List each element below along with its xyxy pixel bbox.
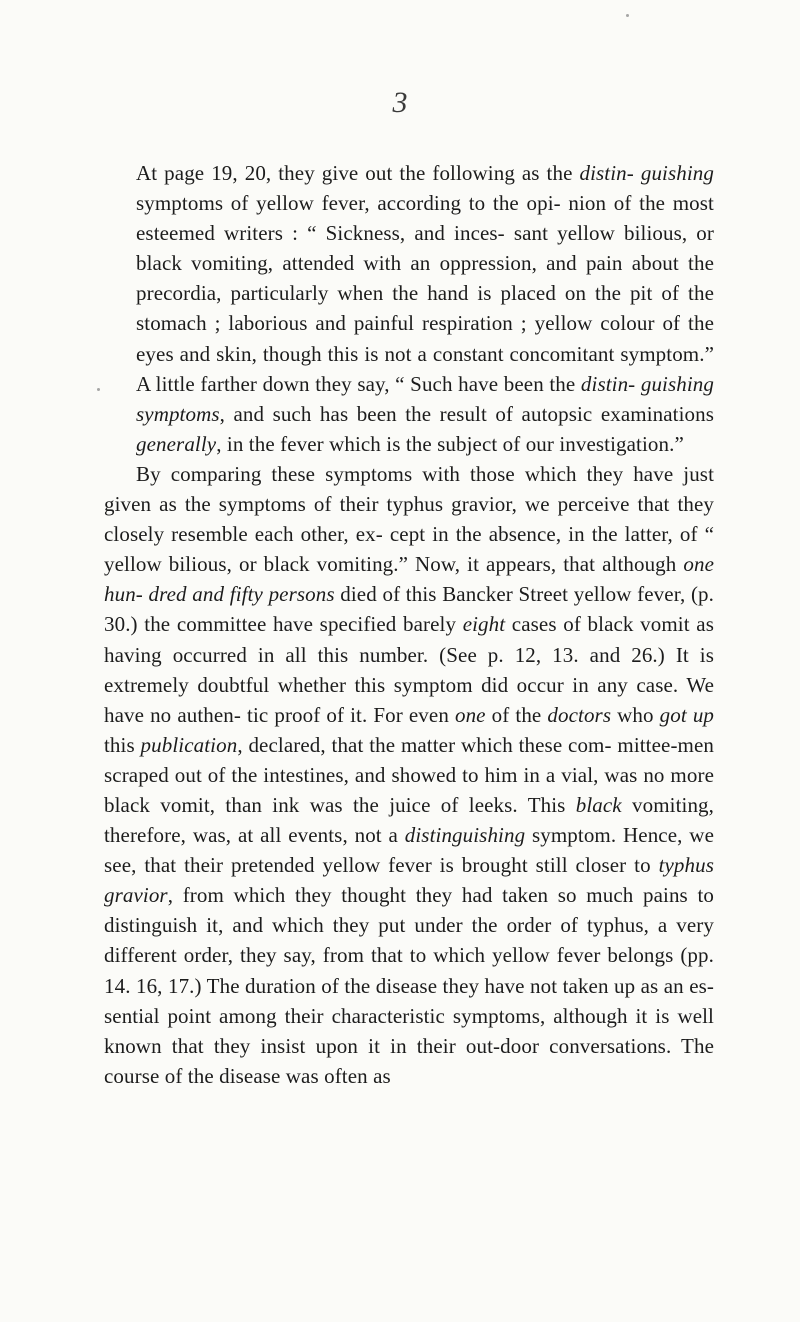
paragraph-1-italic-3: generally bbox=[136, 431, 217, 456]
paragraph-2-italic-1: one hun- dred and fifty persons bbox=[104, 552, 714, 607]
body-text bbox=[104, 158, 714, 1091]
paragraph-2-italic-9: typhus gravior bbox=[104, 853, 714, 908]
paragraph-2-text-1: By comparing these symptoms with those which they have just given as the symptoms of their typhus gravior, we perceive that they closely resemble each other, ex- cept in the absence, in the latter, of “ yellow bilious, or black vomiting.” Now, it appears, that although bbox=[104, 461, 714, 577]
paragraph-1-italic-2: distin- guishing symptoms bbox=[136, 371, 714, 426]
paragraph-2-italic-8: distinguishing bbox=[404, 823, 526, 848]
paragraph-2 bbox=[104, 459, 714, 1091]
paragraph-2-text-7: , declared, that the matter which these com- mittee-men scraped out of the intestines, and showed to him in a vial, was no more black vomit, than ink was the juice of leeks. This bbox=[104, 732, 715, 817]
paragraph-2-italic-6: publication bbox=[140, 732, 238, 757]
paragraph-2-italic-5: got up bbox=[659, 702, 715, 727]
paragraph-2-text-4: of the bbox=[485, 702, 548, 727]
page-number: 3 bbox=[392, 86, 408, 119]
paragraph-2-italic-4: doctors bbox=[547, 702, 612, 727]
paragraph-2-text-8: vomiting, therefore, was, at all events, not a bbox=[104, 792, 714, 848]
paragraph-1 bbox=[104, 158, 714, 459]
paragraph-2-text-2: died of this Bancker Street yellow fever, (p. 30.) the committee have specified barely bbox=[104, 582, 714, 637]
paragraph-1-text-3: , and such has been the result of autopsic examinations bbox=[219, 401, 714, 426]
paragraph-1-text-4: , in the fever which is the subject of our investigation.” bbox=[216, 431, 684, 456]
paragraph-2-italic-7: black bbox=[575, 792, 622, 817]
paragraph-1-text-1: At page 19, 20, they give out the following as the bbox=[136, 161, 580, 185]
paragraph-2-italic-2: eight bbox=[462, 612, 506, 637]
paragraph-2-text-6: this bbox=[104, 732, 141, 757]
paragraph-1-text-2: symptoms of yellow fever, according to the opi- nion of the most esteemed writers : “ Sickness, and inces- sant yellow bilious, or black vomiting, attended with an oppression, and pain about the precordia, particularly when the hand is placed on the pit of the stomach ; laborious and painful respiration ; yellow colour of the eyes and skin, though this is not a constant concomitant symptom.” A little farther down they say, “ Such have been the bbox=[136, 191, 714, 396]
paragraph-2-text-10: , from which they thought they had taken so much pains to distinguish it, and which they put under the order of typhus, a very different order, they say, from that to which yellow fever belongs (pp. 14. 16, 17.) The duration of the disease they have not taken up as an es- sential point among their characteristic symptoms, although it is well known that they insist upon it in their out-door conversations. The course of the disease was often as bbox=[104, 883, 714, 1088]
paper-speck bbox=[97, 388, 100, 391]
paragraph-1-italic-1: distin- guishing bbox=[579, 161, 714, 185]
paragraph-2-italic-3: one bbox=[454, 702, 486, 727]
paper-speck bbox=[626, 14, 629, 17]
paragraph-2-text-3: cases of black vomit as having occurred in all this number. (See p. 12, 13. and 26.) It is extremely doubtful whether this symptom did occur in any case. We have no authen- tic proof of it. For even bbox=[104, 612, 714, 727]
paragraph-2-text-5: who bbox=[611, 702, 660, 727]
paragraph-2-text-9: symptom. Hence, we see, that their pretended yellow fever is brought still closer to bbox=[104, 823, 714, 878]
